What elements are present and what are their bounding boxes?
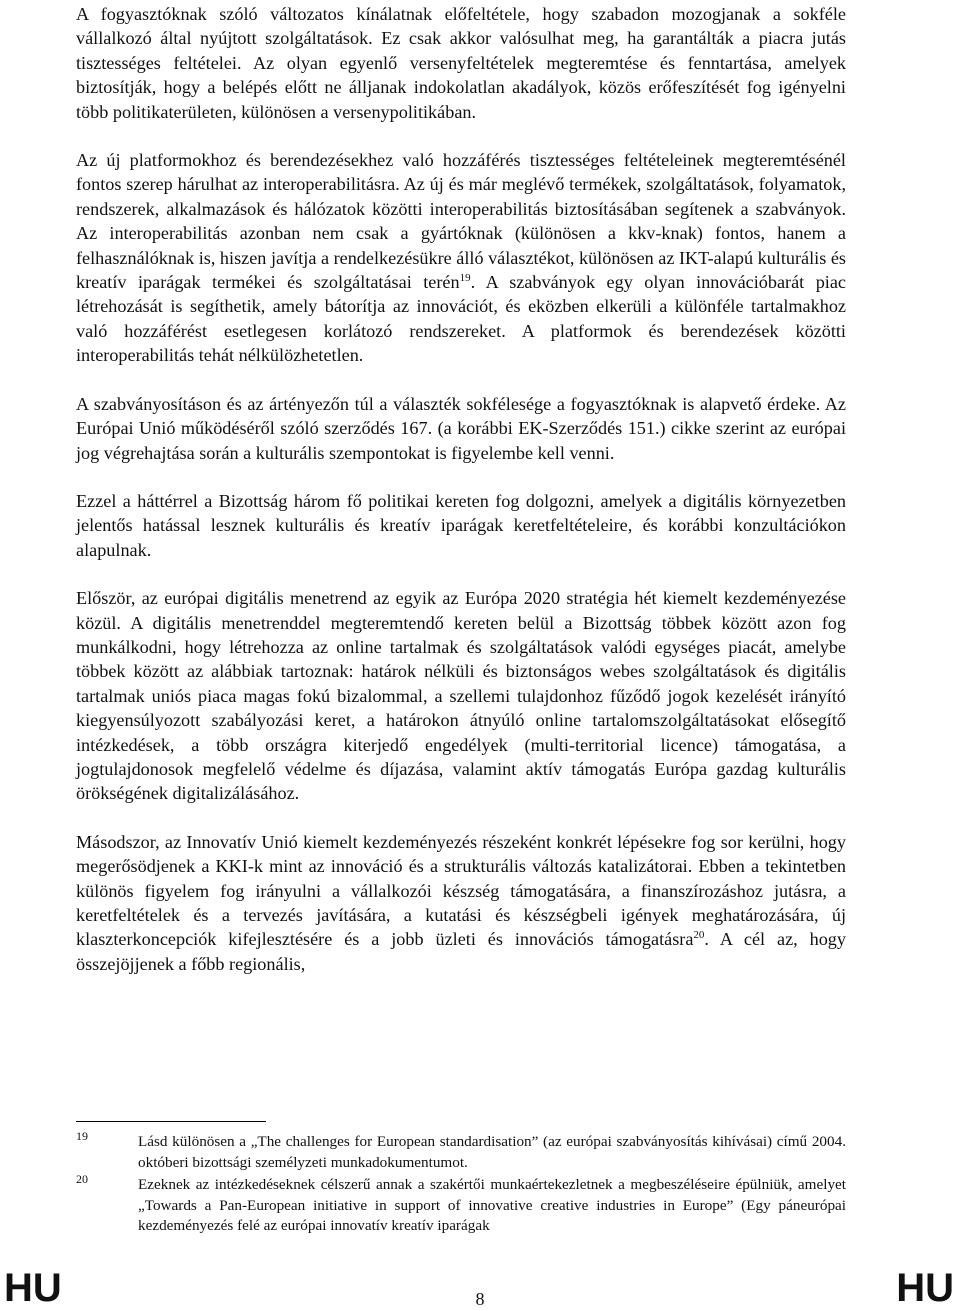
footnote-number: 20	[76, 1172, 88, 1187]
paragraph-3	[76, 392, 846, 465]
paragraph-text: A fogyasztóknak szóló változatos kínálatnak előfeltétele, hogy szabadon mozogjanak a sokféle vállalkozó által nyújtott szolgáltatások. Ez csak akkor valósulhat meg, ha garantálták a piacra jutás tisztességes feltételei. Az olyan egyenlő versenyfeltételek megteremtése és fenntartása, amelyek biztosítják, hogy a belépés előtt ne álljanak indokolatlan akadályok, közös erőfeszítését fog igényelni több politikaterületen, különösen a versenypolitikában.	[76, 4, 846, 122]
paragraph-4	[76, 489, 846, 562]
footnote-20	[76, 1172, 846, 1237]
paragraph-text: Másodszor, az Innovatív Unió kiemelt kezdeményezés részeként konkrét lépésekre fog sor kerülni, hogy megerősödjenek a KKI-k mint az innováció és a strukturális változás katalizátorai. Ebben a tekintetben különös figyelem fog irányulni a vállalkozói készség támogatására, a finanszírozáshoz jutásra, a keretfeltételek és a tervezés javítására, a kutatási és készségbeli igények meghatározására, új klaszterkoncepciók kifejlesztésére és a jobb üzleti és innovációs támogatásra	[76, 831, 846, 950]
footnotes	[76, 1129, 846, 1237]
paragraph-text: A szabványosításon és az ártényezőn túl a választék sokfélesége a fogyasztóknak is alapvető érdeke. Az Európai Unió működéséről szóló szerződés 167. (a korábbi EK-Szerződés 151.) cikke szerint az európai jog végrehajtása során a kulturális szempontokat is figyelembe kell venni.	[76, 393, 846, 463]
paragraph-text: Ezzel a háttérrel a Bizottság három fő politikai kereten fog dolgozni, amelyek a digitális környezetben jelentős hatással lesznek kulturális és kreatív iparágak keretfeltételeire, és korábbi konzultációkon alapulnak.	[76, 490, 846, 560]
footnote-text: Lásd különösen a „The challenges for European standardisation” (az európai szabványosítás kihívásai) című 2004. októberi bizottsági személyzeti munkadokumentumot.	[138, 1133, 846, 1171]
page-number: 8	[475, 1289, 485, 1309]
paragraph-6	[76, 830, 846, 976]
footnote-text: Ezeknek az intézkedéseknek célszerű annak a szakértői munkaértekezletnek a megbeszéléseire épülniük, amelyet „Towards a Pan-European initiative in support of innovative creative industries in Europe” (Egy páneurópai kezdeményezés felé az európai innovatív kreatív iparágak	[138, 1176, 846, 1235]
footnote-19	[76, 1129, 846, 1173]
paragraph-text-continued: . A cél az, hogy összejöjjenek a főbb regionális,	[76, 929, 846, 974]
paragraph-2	[76, 148, 846, 368]
paragraph-1	[76, 2, 846, 124]
language-code-left: HU	[4, 1266, 62, 1310]
body-text	[76, 2, 846, 1000]
footnote-ref-19[interactable]: 19	[459, 272, 471, 284]
paragraph-text-continued: . A szabványok egy olyan innovációbarát piac létrehozását is segíthetik, amely bátorítja az innovációt, és eközben elkerüli a különféle tartalmakhoz való hozzáférést esetlegesen korlátozó rendszereket. A platformok és berendezések közötti interoperabilitás tehát nélkülözhetetlen.	[76, 272, 846, 366]
footnote-number: 19	[76, 1129, 88, 1143]
paragraph-text: Először, az európai digitális menetrend az egyik az Európa 2020 stratégia hét kiemelt kezdeményezése közül. A digitális menetrenddel megteremtendő kereten belül a Bizottság többek között azon fog munkálkodni, hogy létrehozza az online tartalmak és szolgáltatások valódi egységes piacát, amelybe többek között az alábbiak tartoznak: határok nélküli és biztonságos webes szolgáltatások és digitális tartalmak uniós piaca magas fokú bizalommal, a szellemi tulajdonhoz fűződő jogok kezelését irányító kiegyensúlyozott szabályozási keret, a határokon átnyúló online tartalomszolgáltatásokat elősegítő intézkedések, a több országra kiterjedő engedélyek (multi-territorial licence) támogatása, a jogtulajdonosok megfelelő védelme és díjazása, valamint aktív támogatás Európa gazdag kulturális örökségének digitalizálásához.	[76, 588, 846, 804]
footnote-separator	[76, 1121, 266, 1122]
footnote-ref-20[interactable]: 20	[693, 929, 705, 942]
paragraph-text: Az új platformokhoz és berendezésekhez való hozzáférés tisztességes feltételeinek megteremtésénél fontos szerep hárulhat az interoperabilitásra. Az új és már meglévő termékek, szolgáltatások, folyamatok, rendszerek, alkalmazások és hálózatok közötti interoperabilitás biztosításában segítenek a szabványok. Az interoperabilitás azonban nem csak a gyártóknak (különösen a kkv-knak) fontos, hanem a felhasználóknak is, hiszen javítja a rendelkezésükre álló választékot, különösen az IKT-alapú kulturális és kreatív iparágak termékei és szolgáltatásai terén	[76, 150, 847, 293]
paragraph-5	[76, 586, 846, 806]
language-code-right: HU	[896, 1266, 954, 1310]
